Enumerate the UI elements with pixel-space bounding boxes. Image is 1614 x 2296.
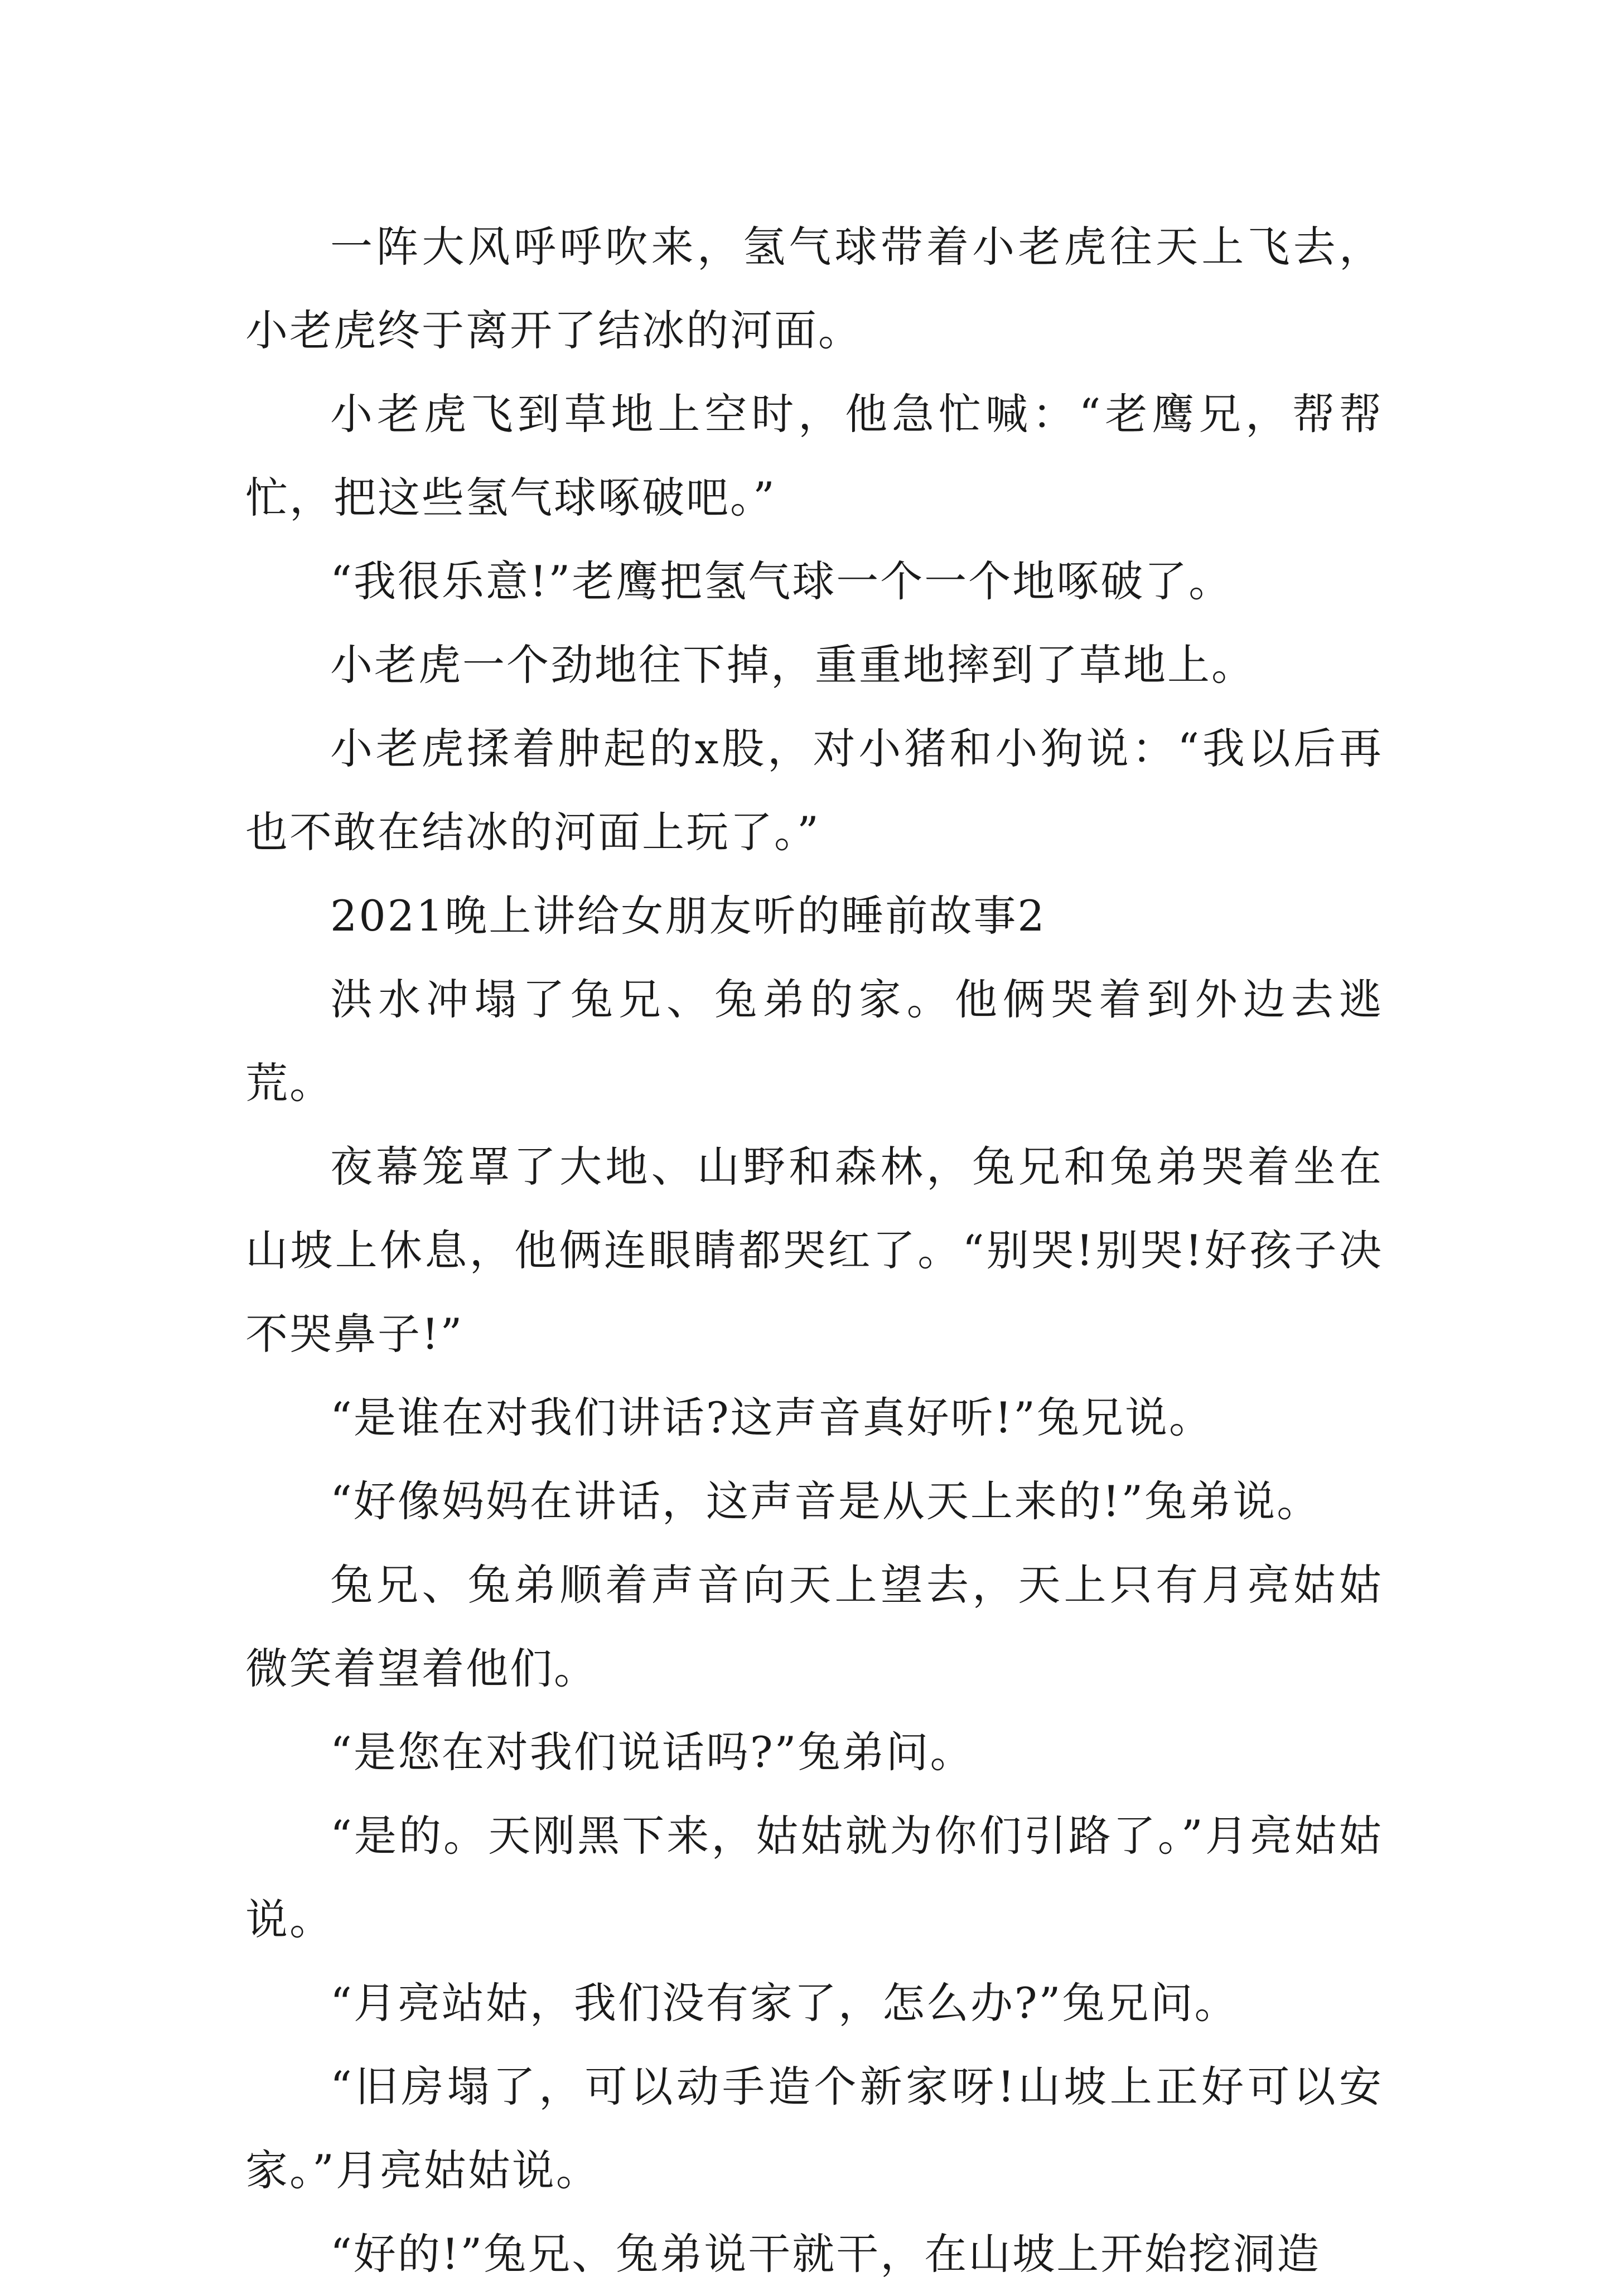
paragraph-5: 小老虎揉着肿起的x股，对小猪和小狗说：“我以后再也不敢在结冰的河面上玩了。”	[245, 724, 1383, 857]
paragraph-6: 洪水冲塌了兔兄、兔弟的家。他俩哭着到外边去逃荒。	[245, 975, 1383, 1108]
document-body	[245, 205, 1383, 2296]
paragraph-11: “是您在对我们说话吗?”兔弟问。	[330, 1727, 974, 1777]
section-heading: 2021晚上讲给女朋友听的睡前故事2	[330, 891, 1046, 941]
paragraph-1: 一阵大风呼呼吹来，氢气球带着小老虎往天上飞去，小老虎终于离开了结冰的河面。	[245, 222, 1383, 355]
paragraph-9: “好像妈妈在讲话，这声音是从天上来的!”兔弟说。	[330, 1476, 1321, 1526]
paragraph-2: 小老虎飞到草地上空时，他急忙喊：“老鹰兄，帮帮忙，把这些氢气球啄破吧。”	[245, 389, 1383, 522]
paragraph-13: “月亮站姑，我们没有家了，怎么办?”兔兄问。	[330, 1978, 1239, 2028]
paragraph-7: 夜幕笼罩了大地、山野和森林，兔兄和兔弟哭着坐在山坡上休息，他俩连眼睛都哭红了。“别哭!别哭!好孩子决不哭鼻子!”	[245, 1142, 1383, 1359]
paragraph-12: “是的。天刚黑下来，姑姑就为你们引路了。”月亮姑姑说。	[245, 1811, 1383, 1944]
paragraph-14: “旧房塌了，可以动手造个新家呀!山坡上正好可以安家。”月亮姑姑说。	[245, 2062, 1383, 2195]
paragraph-10: 兔兄、兔弟顺着声音向天上望去，天上只有月亮姑姑微笑着望着他们。	[245, 1560, 1383, 1693]
paragraph-8: “是谁在对我们讲话?这声音真好听!”兔兄说。	[330, 1393, 1213, 1442]
paragraph-3: “我很乐意!”老鹰把氢气球一个一个地啄破了。	[330, 556, 1233, 606]
paragraph-15: “好的!”兔兄、兔弟说干就干，在山坡上开始挖洞造	[330, 2229, 1321, 2279]
paragraph-4: 小老虎一个劲地往下掉，重重地摔到了草地上。	[330, 640, 1255, 690]
